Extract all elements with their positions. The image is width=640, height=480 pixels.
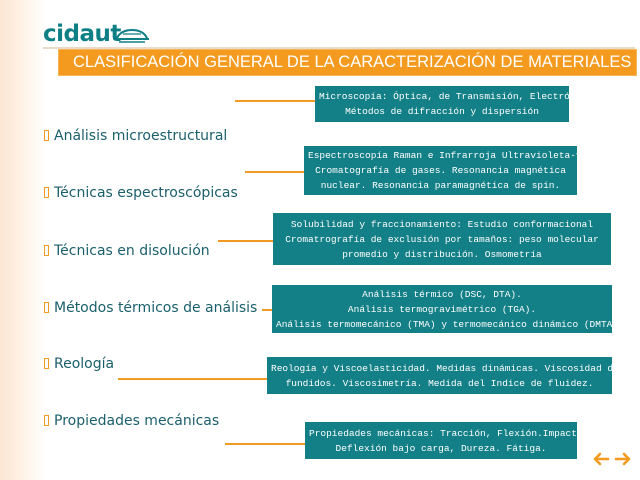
header-rule	[43, 47, 635, 49]
left-gradient-band	[0, 0, 46, 480]
title-bar	[59, 50, 636, 75]
category-item-disolucion	[44, 240, 210, 262]
detail-line: Reología y Viscoelasticidad. Medidas dinámicas. Viscosidad de	[271, 362, 619, 374]
detail-line: Métodos de difracción y dispersión	[345, 106, 539, 117]
bullet-icon	[44, 415, 49, 426]
category-item-mecanicas	[44, 410, 219, 432]
detail-line: Análisis termomecánico (TMA) y termomecánico dinámico (DMTA).	[276, 318, 624, 330]
bullet-icon	[44, 358, 49, 369]
connector-line	[118, 378, 268, 380]
detail-box-disolucion	[273, 213, 611, 265]
connector-line	[235, 100, 315, 102]
category-item-espectroscopicas	[44, 182, 238, 204]
detail-box-microestructural	[315, 86, 599, 122]
category-label: Análisis microestructural	[54, 128, 228, 144]
detail-line: nuclear. Resonancia paramagnética de spin.	[320, 180, 561, 191]
cidaut-logo: cidaut	[43, 21, 121, 47]
connector-line	[262, 309, 272, 311]
bullet-icon	[44, 130, 49, 141]
detail-line: Cromatrografía de exclusión por tamaños: peso molecular	[285, 233, 599, 245]
category-label: Técnicas en disolución	[54, 243, 210, 259]
category-item-termicos	[44, 297, 257, 319]
detail-line: Solubilidad y fraccionamiento: Estudio conformacional	[290, 218, 594, 230]
category-item-reologia	[44, 353, 114, 375]
connector-line	[218, 240, 274, 242]
category-item-microestructural	[44, 125, 227, 147]
detail-box-termicos	[272, 285, 624, 333]
arrow-right-icon[interactable]	[614, 452, 632, 466]
connector-line	[245, 171, 305, 173]
detail-line: Análisis térmico (DSC, DTA).	[362, 288, 522, 300]
category-label: Propiedades mecánicas	[54, 413, 220, 429]
detail-box-espectroscopicas	[304, 146, 622, 195]
detail-line: Deflexión bajo carga, Dureza. Fátiga.	[335, 442, 547, 454]
bullet-icon	[44, 187, 49, 198]
arrow-left-icon[interactable]	[592, 452, 610, 466]
car-logo-icon	[113, 27, 151, 45]
detail-line: Microscopía: Óptica, de Transmisión, Electrónica.	[319, 91, 599, 102]
detail-box-mecanicas	[305, 422, 589, 459]
detail-box-reologia	[267, 357, 619, 394]
connector-line	[225, 443, 305, 445]
detail-line: fundidos. Viscosimetría. Medida del Indice de fluidez.	[285, 377, 594, 389]
category-label: Técnicas espectroscópicas	[54, 185, 238, 201]
detail-line: Análisis termogravimétrico (TGA).	[347, 303, 537, 315]
category-label: Reología	[54, 356, 115, 372]
bullet-icon	[44, 245, 49, 256]
category-label: Métodos térmicos de análisis	[54, 300, 258, 316]
detail-line: promedio y distribución. Osmometría	[342, 248, 542, 260]
detail-line: Cromatografía de gases. Resonancia magnética	[315, 165, 566, 176]
detail-line: Espectroscopía Raman e Infrarroja Ultravioleta-visible.	[308, 150, 622, 161]
detail-line: Propiedades mecánicas: Tracción, Flexión.Impacto,	[309, 427, 589, 439]
page-title: CLASIFICACIÓN GENERAL DE LA CARACTERIZACIÓN DE MATERIALES	[73, 53, 632, 71]
bullet-icon	[44, 302, 49, 313]
